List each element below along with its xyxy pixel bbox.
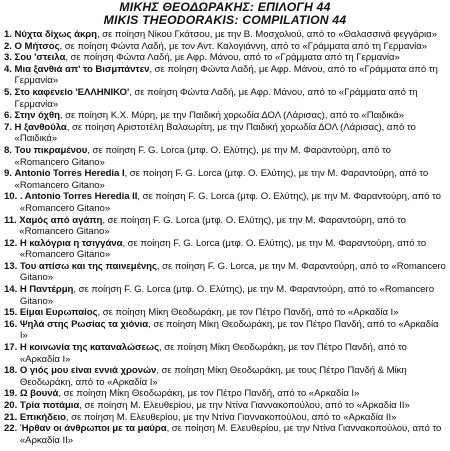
track-title: Η καλόγρια η τσιγγάνα bbox=[19, 237, 123, 249]
track-info: , σε ποίηση Φώντα Λαδή, με Αφρ. Μάνου, από το «Γράμματα από τη Γερμανία» bbox=[14, 63, 438, 87]
track-number: 22. bbox=[4, 423, 20, 435]
track-item bbox=[4, 412, 446, 424]
track-info: , σε ποίηση Μίκη Θεοδωράκη, με τον Πέτρο Πανδή, από το «Αρκαδία Ι» bbox=[19, 318, 439, 342]
track-info: , σε ποίηση Φώντα Λαδή, με Αφρ. Μάνου, από το «Γράμματα από τη Γερμανία» bbox=[14, 86, 418, 110]
track-text bbox=[20, 388, 446, 400]
track-title: Ο γιός μου είναι εννιά χρονών bbox=[19, 365, 157, 377]
track-text bbox=[20, 191, 446, 214]
track-number: 8. bbox=[4, 144, 15, 156]
track-info: , σε ποίηση Φώντα Λαδή, με Αφρ. Μάνου, από το «Γράμματα από τη Γερμανία» bbox=[65, 52, 400, 64]
track-title: Στο καφενείο 'ΕΛΛΗΝΙΚΟ' bbox=[14, 86, 130, 98]
track-info: , σε ποίηση Μ. Ελευθερίου, με την Ντίνα Γιαννακοπούλου, από το «Αρκαδία ΙΙ» bbox=[79, 400, 410, 411]
track-text bbox=[20, 400, 446, 412]
track-number: 6. bbox=[4, 110, 15, 122]
track-list bbox=[4, 29, 446, 446]
track-item bbox=[4, 215, 446, 238]
track-text bbox=[15, 29, 446, 41]
track-number: 3. bbox=[4, 52, 15, 64]
track-title: Χαμός από αγάπη bbox=[19, 214, 103, 226]
track-number: 5. bbox=[4, 86, 15, 98]
track-info: , σε ποίηση Μίκη Θεοδωράκη, με τον Πέτρο Πανδή, από το «Αρκαδία Ι» bbox=[97, 307, 399, 319]
track-item bbox=[4, 307, 446, 319]
track-item bbox=[4, 110, 446, 122]
track-info: , σε ποίηση Μίκη Θεοδωράκη, με τον Πέτρο Πανδή, από το «Αρκαδία Ι» bbox=[58, 388, 360, 400]
track-number: 18. bbox=[4, 365, 20, 377]
track-title: Του απίσω και της παινεμένης bbox=[19, 260, 157, 272]
track-item bbox=[4, 191, 446, 214]
track-item bbox=[4, 388, 446, 400]
track-title: Του πικραμένου bbox=[14, 144, 88, 156]
track-title: Στην όχθη bbox=[14, 110, 60, 122]
track-text bbox=[20, 423, 446, 446]
track-text bbox=[15, 41, 446, 53]
track-text bbox=[15, 122, 446, 145]
track-title: Τρία ποτάμια bbox=[19, 400, 80, 411]
track-item bbox=[4, 168, 446, 191]
track-title: Είμαι Ευρωπαίος bbox=[19, 307, 98, 319]
track-number: 10. bbox=[4, 191, 20, 203]
track-text bbox=[20, 307, 446, 319]
title-english: MIKIS THEODORAKIS: COMPILATION 44 bbox=[103, 13, 347, 27]
track-title: Νύχτα δίχως άκρη bbox=[14, 29, 97, 40]
track-text bbox=[20, 412, 446, 424]
track-item bbox=[4, 423, 446, 446]
track-item bbox=[4, 52, 446, 64]
track-number: 1. bbox=[4, 29, 15, 40]
track-info: , σε ποίηση F. G. Lorca (μτφ. Ο. Ελύτης), με την Μ. Φαραντούρη, από το «Romancero Gitano» bbox=[19, 214, 406, 238]
track-text bbox=[15, 87, 446, 110]
track-number: 17. bbox=[4, 342, 20, 354]
track-item bbox=[4, 238, 446, 261]
track-text bbox=[20, 319, 446, 342]
track-title: Η κοινωνία της καταναλώσεως bbox=[19, 342, 160, 354]
track-text bbox=[20, 238, 446, 261]
track-number: 14. bbox=[4, 284, 20, 296]
track-item bbox=[4, 122, 446, 145]
track-title: Η ξανθούλα bbox=[14, 121, 67, 133]
track-number: 12. bbox=[4, 237, 20, 249]
track-text bbox=[20, 261, 446, 284]
track-info: , σε ποίηση Μίκη Θεοδωράκη, με τους Πέτρο Πανδή & Μίκη Θεοδωράκη, από το «Αρκαδία Ι» bbox=[19, 365, 407, 388]
title-greek: ΜΙΚΗΣ ΘΕΟΔΩΡΑΚΗΣ: ΕΠΙΛΟΓΗ 44 bbox=[119, 0, 331, 14]
track-text bbox=[19, 215, 446, 238]
track-title: Antonio Torres Heredia I bbox=[14, 168, 125, 180]
track-item bbox=[4, 87, 446, 110]
track-info: , σε ποίηση F. G. Lorca (μτφ. Ο. Ελύτης), με την Μ. Φαραντούρη, από το «Romancero Gitano» bbox=[19, 237, 427, 261]
track-number: 15. bbox=[4, 307, 20, 319]
track-info: , σε ποίηση F. G. Lorca (μτφ. Ο. Ελύτης), με την Μ. Φαραντούρη, από το «Romancero Gitano» bbox=[19, 191, 441, 214]
track-number: 4. bbox=[4, 63, 15, 75]
track-info: , σε ποίηση F. G. Lorca (μτφ. Ο. Ελύτης), με την Μ. Φαραντούρη, από το «Romancero Gitano» bbox=[14, 144, 391, 168]
track-number: 7. bbox=[4, 121, 15, 133]
track-info: , σε ποίηση Κ.Χ. Μύρη, με την Παιδική χορωδία ΔΟΛ (Λάρισας), από το «Παιδικά» bbox=[59, 110, 404, 122]
track-text bbox=[15, 145, 446, 168]
track-item bbox=[4, 284, 446, 307]
track-item bbox=[4, 64, 446, 87]
track-item bbox=[4, 319, 446, 342]
track-number: 16. bbox=[4, 318, 20, 330]
track-info: , σε ποίηση F. G. Lorca (μτφ. Ο. Ελύτης), με την Μ. Φαραντούρη, από το «Romancero Gitano» bbox=[19, 284, 434, 307]
track-text bbox=[15, 64, 446, 87]
track-number: 9. bbox=[4, 168, 15, 180]
track-text bbox=[15, 168, 446, 191]
track-item bbox=[4, 400, 446, 412]
track-info: , σε ποίηση Μίκη Θεοδωράκη, με τον Πέτρο Πανδή, από το «Αρκαδία Ι» bbox=[19, 342, 407, 365]
track-text bbox=[20, 365, 446, 388]
track-title: Επικήδειο bbox=[19, 411, 66, 423]
track-item bbox=[4, 29, 446, 41]
track-info: , σε ποίηση Νίκου Γκάτσου, με την Β. Μοσχολιού, από το «Θαλασσινά φεγγάρια» bbox=[96, 29, 437, 40]
track-title: Μια ξανθιά απ' το Βισμπάντεν bbox=[14, 63, 150, 75]
track-text bbox=[15, 52, 446, 64]
track-number: 20. bbox=[4, 400, 20, 411]
track-title: Η Παντέρμη bbox=[19, 284, 74, 296]
track-text bbox=[20, 342, 446, 365]
track-info: , σε ποίηση Μ. Ελευθερίου, με την Ντίνα Γιαννακοπούλου, από το «Αρκαδία ΙΙ» bbox=[19, 423, 442, 446]
track-number: 2. bbox=[4, 40, 15, 52]
track-info: , σε ποίηση Μ. Ελευθερίου, με την Ντίνα Γιαννακοπούλου, από το «Αρκαδία ΙΙ» bbox=[65, 411, 397, 423]
track-title: . Antonio Torres Heredia II bbox=[19, 191, 138, 203]
track-title: Ω βουνά bbox=[19, 388, 59, 400]
track-info: , σε ποίηση F. G. Lorca, με την Μ. Φαραντούρη, από το «Romancero Gitano» bbox=[19, 260, 446, 284]
track-item bbox=[4, 342, 446, 365]
track-number: 19. bbox=[4, 388, 20, 400]
track-info: , σε ποίηση Φώντα Λαδή, με τον Αντ. Καλογιάννη, από το «Γράμματα από τη Γερμανία» bbox=[59, 40, 427, 52]
track-item bbox=[4, 365, 446, 388]
track-text bbox=[20, 284, 446, 307]
track-item bbox=[4, 145, 446, 168]
track-number: 21. bbox=[4, 411, 20, 423]
track-item bbox=[4, 41, 446, 53]
track-title: Σου 'στειλα bbox=[14, 52, 66, 64]
track-info: , σε ποίηση F. G. Lorca (μτφ. Ο. Ελύτης), με την Μ. Φαραντούρη, από το «Romancero Gitano» bbox=[14, 168, 429, 191]
track-title: Ήρθαν οι άνθρωποι με τα μαύρα bbox=[19, 423, 167, 435]
track-title: Ψηλά στης Ρωσίας τα χιόνια bbox=[19, 318, 149, 330]
track-number: 11. bbox=[4, 214, 20, 226]
track-item bbox=[4, 261, 446, 284]
track-info: , σε ποίηση Αριστοτέλη Βαλαωρίτη, με την Παιδική χορωδία ΔΟΛ (Λάρισας), από το «Παιδικά» bbox=[14, 121, 416, 145]
track-number: 13. bbox=[4, 260, 20, 272]
track-text bbox=[15, 110, 446, 122]
track-title: Ο Μήτσος bbox=[14, 40, 60, 52]
